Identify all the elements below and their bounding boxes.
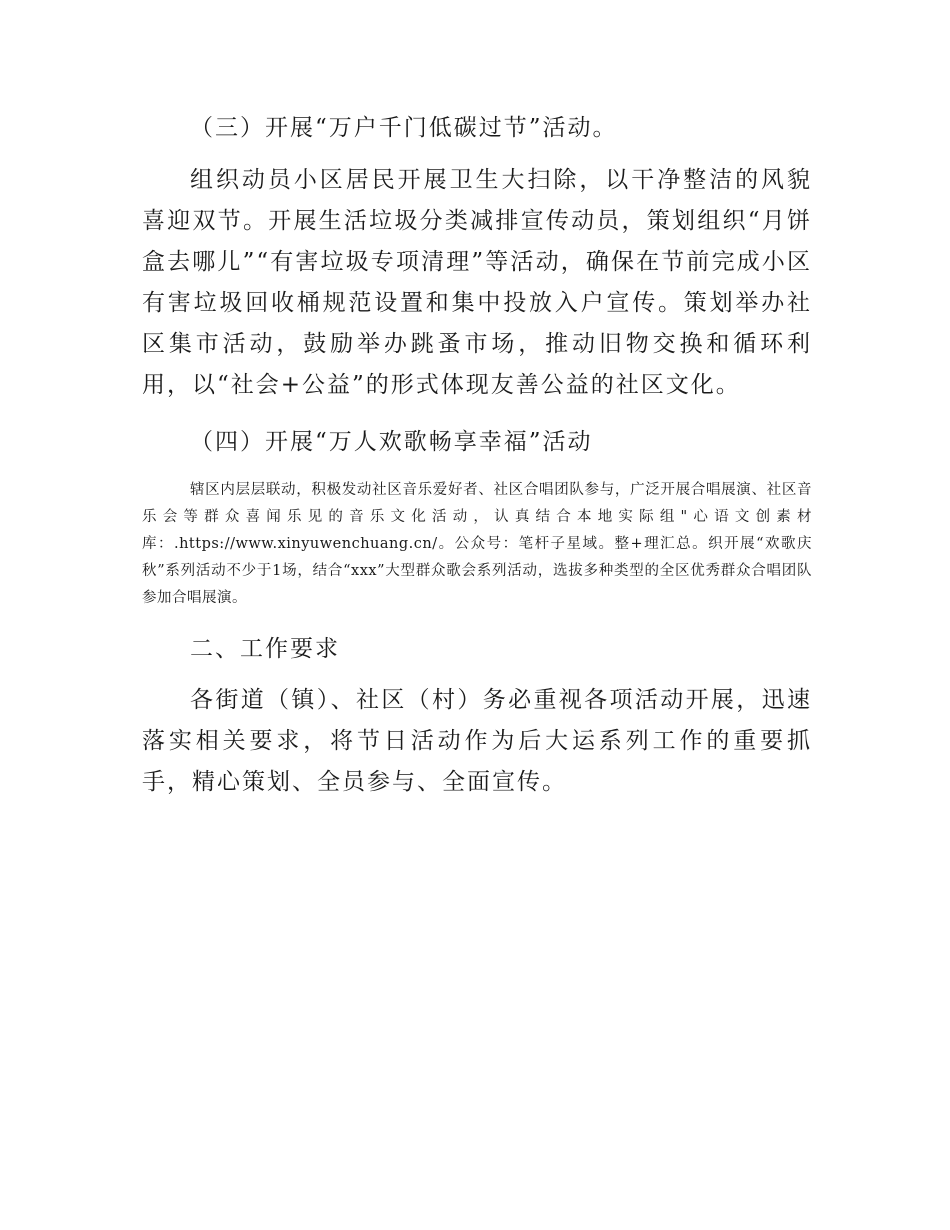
paragraph-singing: 辖区内层层联动，积极发动社区音乐爱好者、社区合唱团队参与，广泛开展合唱展演、社区音乐会等群众喜闻乐见的音乐文化活动，认真结合本地实际组"心语文创素材库：.https://www.xinyuwenchuang.cn/。公众号：笔杆子星域。整+理汇总。织开展“欢歌庆秋”系列活动不少于1场，结合“xxx”大型群众歌会系列活动，选拔多种类型的全区优秀群众合唱团队参加合唱展演。	[142, 482, 812, 606]
paragraph-requirements: 各街道（镇）、社区（村）务必重视各项活动开展，迅速落实相关要求，将节日活动作为后大运系列工作的重要抓手，精心策划、全员参与、全面宣传。	[142, 687, 812, 795]
section-heading-three: （三）开展“万户千门低碳过节”活动。	[190, 115, 618, 141]
section-heading-work-requirements: 二、工作要求	[190, 636, 340, 662]
paragraph-low-carbon: 组织动员小区居民开展卫生大扫除，以干净整洁的风貌喜迎双节。开展生活垃圾分类减排宣传动员，策划组织“月饼盒去哪儿”“有害垃圾专项清理”等活动，确保在节前完成小区有害垃圾回收桶规范设置和集中投放入户宣传。策划举办社区集市活动，鼓励举办跳蚤市场，推动旧物交换和循环利用，以“社会+公益”的形式体现友善公益的社区文化。	[142, 167, 812, 398]
section-heading-four: （四）开展“万人欢歌畅享幸福”活动	[190, 429, 593, 455]
